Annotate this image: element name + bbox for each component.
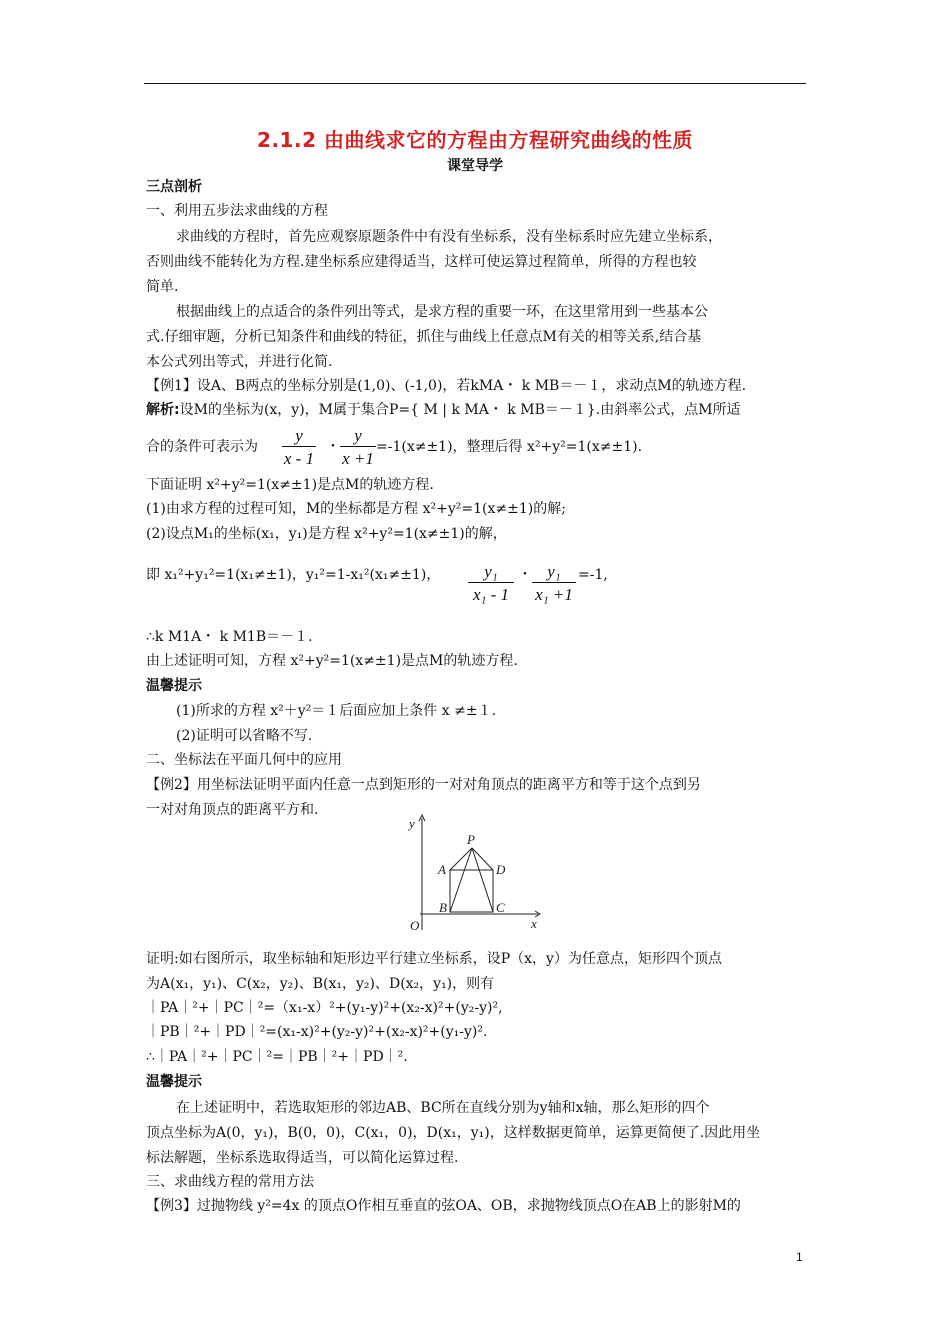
section-title-2: 二、坐标法在平面几何中的应用 [146,752,342,768]
fraction-denominator: x +1 [342,449,374,468]
label-d: D [496,862,506,877]
fraction-denominator: x₁ +1 [535,585,573,604]
page-number: 1 [796,1250,803,1264]
rectangle-figure [404,812,544,940]
tip-heading: 温馨提示 [146,1074,202,1090]
equation-prefix: 即 x₁²+y₁²=1(x₁≠±1)，y₁²=1-x₁²(x₁≠±1)， [146,567,441,583]
solution-line [146,401,741,419]
label-x: x [531,916,537,931]
label-a: A [438,862,446,877]
paragraph-line: ∴k M1A・ k M1B＝－１. [146,629,313,645]
tip-line: (2)证明可以省略不写. [176,728,313,744]
paragraph-line: 否则曲线不能转化为方程.建坐标系应建得适当，这样可使运算过程简单，所得的方程也较 [146,254,697,270]
solution-label: 解析: [146,402,180,418]
fraction-y1-over-x1-plus-1 [532,562,576,605]
paragraph-line: 求曲线的方程时，首先应观察原题条件中有没有坐标系，没有坐标系时应先建立坐标系， [176,229,722,245]
label-c: C [496,900,505,915]
solution-text: 设M的坐标为(x，y)，M属于集合P={ M | k MA・ k MB＝－１}.由斜率公式，点M所适 [179,402,741,418]
tip-line: 标法解题，坐标系选取得适当，可以简化运算过程. [146,1150,459,1166]
section-title-1: 一、利用五步法求曲线的方程 [146,203,328,219]
fraction-numerator: y₁ [468,562,514,583]
tip-line: 顶点坐标为A(0，y₁)，B(0，0)，C(x₁，0)，D(x₁，y₁)，这样数据更简单，运算更简便了.因此用坐 [146,1125,761,1141]
paragraph-line: 式.仔细审题，分析已知条件和曲线的特征，抓住与曲线上任意点M有关的相等关系,结合基 [146,329,702,345]
condition-suffix: =-1(x≠±1)，整理后得 x²+y²=1(x≠±1). [376,439,643,455]
paragraph-line: 一对对角顶点的距离平方和. [146,802,319,818]
paragraph-line: 简单. [146,279,179,295]
example-3: 【例3】过抛物线 y²=4x 的顶点O作相互垂直的弦OA、OB，求抛物线顶点O在AB上的影射M的 [146,1198,741,1214]
proof-line: 证明:如右图所示，取坐标轴和矩形边平行建立坐标系，设P（x，y）为任意点，矩形四个顶点 [146,951,722,967]
paragraph-line: 由上述证明可知，方程 x²+y²=1(x≠±1)是点M的轨迹方程. [146,653,518,669]
example-1: 【例1】设A、B两点的坐标分别是(1,0)、(-1,0)，若kMA・ k MB＝－１，求动点M的轨迹方程. [146,378,747,394]
page-title: 2.1.2 由曲线求它的方程由方程研究曲线的性质 [257,128,693,152]
paragraph-line: (2)设点M₁的坐标(x₁，y₁)是方程 x²+y²=1(x≠±1)的解， [146,526,507,542]
proof-line: ｜PA｜²+｜PC｜²=（x₁-x）²+(y₁-y)²+(x₂-x)²+(y₂-y)², [146,1000,503,1016]
label-y: y [409,816,415,831]
fraction-numerator: y [340,426,376,447]
label-b: B [439,900,447,915]
header-rule [144,83,806,84]
page-subtitle: 课堂导学 [447,158,503,174]
fraction-numerator: y₁ [532,562,576,583]
equation-suffix: =-1, [578,567,608,583]
proof-line: ｜PB｜²+｜PD｜²=(x₁-x)²+(y₂-y)²+(x₂-x)²+(y₁-y)². [146,1024,488,1040]
dot-operator: ・ [326,439,340,455]
label-p: P [467,832,475,847]
section-title-3: 三、求曲线方程的常用方法 [146,1174,314,1190]
tip-line: 在上述证明中，若选取矩形的邻边AB、BC所在直线分别为y轴和x轴，那么矩形的四个 [176,1100,710,1116]
fraction-y1-over-x1-minus-1 [468,562,514,605]
paragraph-line: 下面证明 x²+y²=1(x≠±1)是点M的轨迹方程. [146,477,434,493]
fraction-numerator: y [282,426,316,447]
paragraph-line: 根据曲线上的点适合的条件列出等式，是求方程的重要一环，在这里常用到一些基本公 [176,304,708,320]
fraction-denominator: x - 1 [283,449,315,468]
condition-prefix: 合的条件可表示为 [146,439,258,455]
tip-heading: 温馨提示 [146,678,202,694]
fraction-y-over-x-plus-1 [340,426,376,469]
paragraph-line: (1)由求方程的过程可知，M的坐标都是方程 x²+y²=1(x≠±1)的解; [146,501,566,517]
proof-line: 为A(x₁，y₁)、C(x₂，y₂)、B(x₁，y₂)、D(x₂，y₁)，则有 [146,976,495,992]
tip-line: (1)所求的方程 x²＋y²＝１后面应加上条件 x ≠±１. [176,703,497,719]
fraction-denominator: x₁ - 1 [472,585,510,604]
proof-line: ∴｜PA｜²+｜PC｜²=｜PB｜²+｜PD｜². [146,1049,408,1065]
section-heading: 三点剖析 [146,179,202,195]
example-2: 【例2】用坐标法证明平面内任意一点到矩形的一对对角顶点的距离平方和等于这个点到另 [146,777,701,793]
label-o: O [410,918,420,933]
fraction-y-over-x-minus-1 [282,426,316,469]
dot-operator: ・ [518,567,532,583]
paragraph-line: 本公式列出等式，并进行化简. [146,354,333,370]
